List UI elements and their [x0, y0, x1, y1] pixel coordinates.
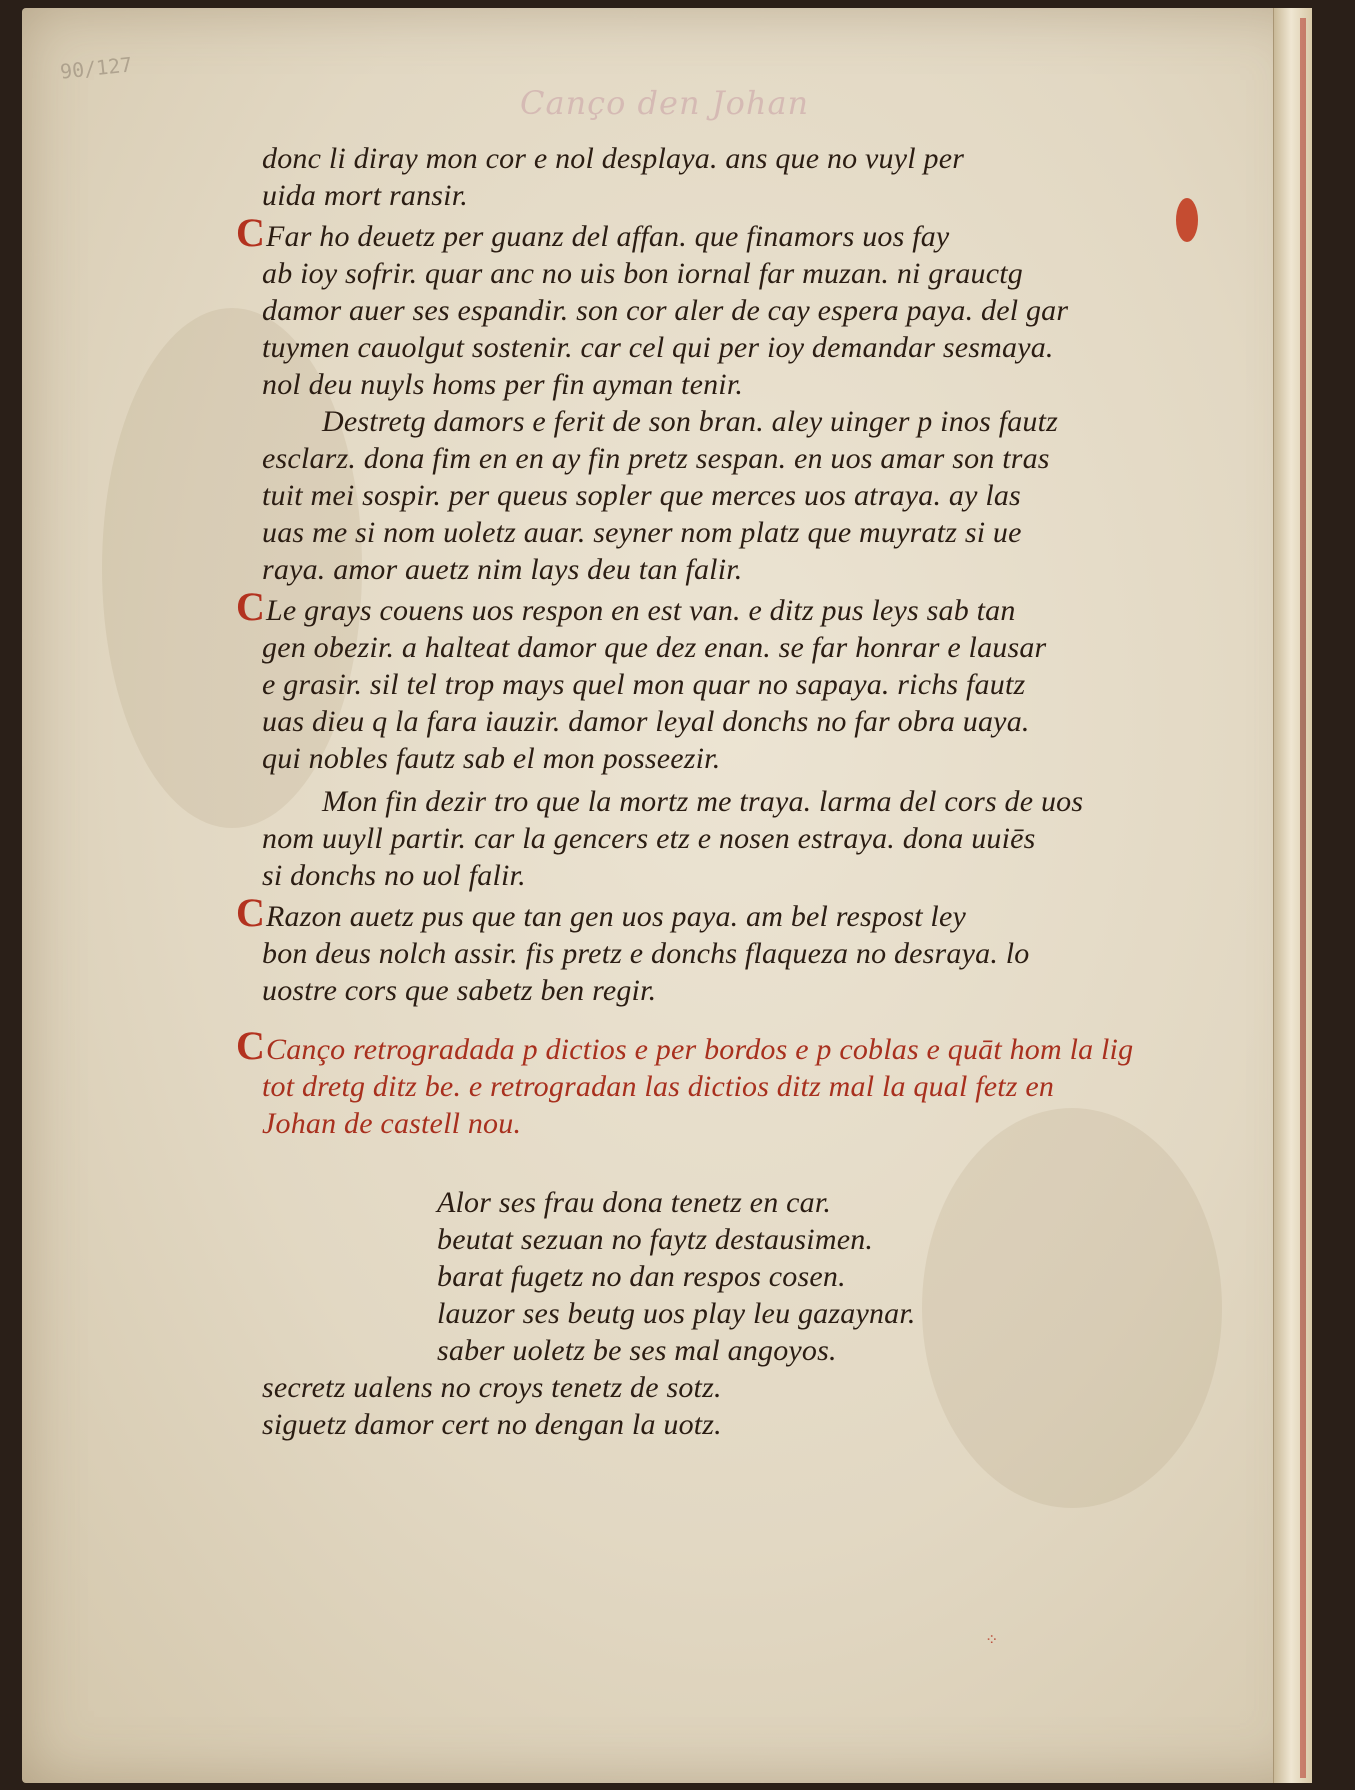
rubric-line-content: Canço retrogradada p dictios e per bordos e p coblas e quāt hom la lig [266, 1033, 1134, 1066]
retrograde-poem [262, 1184, 1192, 1443]
rubric-line: tot dretg ditz be. e retrogradan las dictios ditz mal la qual fetz en [262, 1070, 1055, 1103]
stanza-5 [262, 783, 1192, 894]
text-line: Destretg damors e ferit de son bran. aley uinger p inos fautz [322, 405, 1059, 438]
verse-line: secretz ualens no croys tenetz de sotz. [262, 1371, 722, 1404]
text-line: ab ioy sofrir. quar anc no uis bon iornal far muzan. ni grauctg [262, 257, 1023, 290]
verse-line: Alor ses frau dona tenetz en car. [437, 1186, 832, 1219]
text-line: donc li diray mon cor e nol desplaya. ans que no vuyl per [262, 142, 965, 175]
shelfmark: 90/127 [58, 52, 134, 84]
text-line-content: Razon auetz pus que tan gen uos paya. am bel respost ley [266, 900, 966, 933]
running-head: Canço den Johan [520, 84, 810, 122]
stanza-2 [236, 210, 1192, 403]
book-spine [1273, 8, 1312, 1783]
text-line: uostre cors que sabetz ben regir. [262, 974, 657, 1007]
stanza-3 [262, 403, 1192, 588]
text-line: raya. amor auetz nim lays deu tan falir. [262, 553, 743, 586]
verse-line: saber uoletz be ses mal angoyos. [437, 1334, 837, 1367]
text-line [236, 584, 1192, 629]
text-line: uas dieu q la fara iauzir. damor leyal donchs no far obra uaya. [262, 705, 1030, 738]
verse-line: barat fugetz no dan respos cosen. [437, 1260, 846, 1293]
text-line: tuymen cauolgut sostenir. car cel qui per ioy demandar sesmaya. [262, 331, 1054, 364]
text-line: damor auer ses espandir. son cor aler de cay espera paya. del gar [262, 294, 1069, 327]
text-line-content: Far ho deuetz per guanz del affan. que finamors uos fay [266, 220, 950, 253]
text-line: nol deu nuyls homs per fin ayman tenir. [262, 368, 744, 401]
stanza-6 [236, 890, 1192, 1009]
text-line: Mon fin dezir tro que la mortz me traya. larma del cors de uos [322, 785, 1084, 818]
text-line: nom uuyll partir. car la gencers etz e nosen estraya. dona uuiēs [262, 822, 1036, 855]
rubric-line: Johan de castell nou. [262, 1107, 522, 1140]
text-block [236, 140, 1192, 1443]
text-line: uida mort ransir. [262, 179, 468, 212]
red-initial: C [236, 890, 266, 935]
red-initial: C [236, 584, 266, 629]
text-line: bon deus nolch assir. fis pretz e donchs flaqueza no desraya. lo [262, 937, 1030, 970]
verse-line: lauzor ses beutg uos play leu gazaynar. [437, 1297, 916, 1330]
text-line: si donchs no uol falir. [262, 859, 526, 892]
text-line [236, 210, 1192, 255]
text-line: e grasir. sil tel trop mays quel mon quar no sapaya. richs fautz [262, 668, 1026, 701]
spine-red-edge [1300, 18, 1306, 1778]
stanza-1 [262, 140, 1192, 214]
rubric [236, 1023, 1192, 1142]
text-line: esclarz. dona fim en en ay fin pretz sespan. en uos amar son tras [262, 442, 1050, 475]
red-initial: C [236, 1023, 266, 1068]
red-initial: C [236, 210, 266, 255]
text-line: tuit mei sospir. per queus sopler que merces uos atraya. ay las [262, 479, 1021, 512]
text-line: gen obezir. a halteat damor que dez enan. se far honrar e lausar [262, 631, 1047, 664]
verse-line: beutat sezuan no faytz destausimen. [437, 1223, 874, 1256]
text-line: uas me si nom uoletz auar. seyner nom platz que muyratz si ue [262, 516, 1022, 549]
red-dots-mark: ⁘ [985, 1630, 999, 1649]
text-line [236, 890, 1192, 935]
text-line: qui nobles fautz sab el mon posseezir. [262, 742, 721, 775]
rubric-line [236, 1023, 1192, 1068]
text-line-content: Le grays couens uos respon en est van. e ditz pus leys sab tan [266, 594, 1016, 627]
stanza-4 [236, 584, 1192, 777]
verse-line: siguetz damor cert no dengan la uotz. [262, 1408, 722, 1441]
